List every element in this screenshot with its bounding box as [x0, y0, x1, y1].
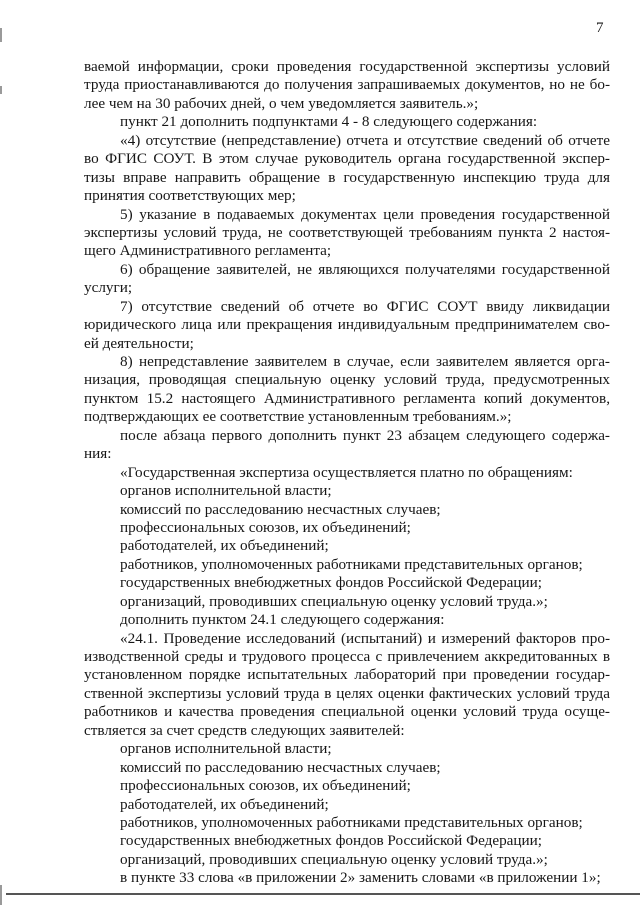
scan-edge-mark: [0, 86, 2, 94]
text-line: пунктом 15.2 настоящего Административного регламента копий документов,: [84, 389, 610, 407]
text-line: работодателей, их объединений;: [120, 795, 329, 813]
text-line: «4) отсутствие (непредставление) отчета и отсутствие сведений об отчете: [120, 131, 610, 149]
text-line: органов исполнительной власти;: [120, 740, 332, 758]
text-line: органов исполнительной власти;: [120, 482, 332, 500]
text-line: во ФГИС СОУТ. В этом случае руководитель органа государственной экспер-: [84, 150, 610, 168]
text-line: юридического лица или прекращения индивидуальным предпринимателем сво-: [84, 316, 610, 334]
text-line: работников и качества проведения специальной оценки условий труда осуще-: [84, 703, 610, 721]
text-line: после абзаца первого дополнить пункт 23 абзацем следующего содержа-: [120, 426, 610, 444]
text-line: труда приостанавливаются до получения запрашиваемых документов, но не бо-: [84, 76, 610, 94]
text-line: низация, проводящая специальную оценку условий труда, предусмотренных: [84, 371, 610, 389]
text-line: 7) отсутствие сведений об отчете во ФГИС СОУТ ввиду ликвидации: [120, 297, 610, 315]
text-line: дополнить пунктом 24.1 следующего содержания:: [120, 611, 445, 629]
text-line: 6) обращение заявителей, не являющихся получателями государственной: [120, 260, 610, 278]
text-line: «Государственная экспертиза осуществляется платно по обращениям:: [120, 463, 573, 481]
text-line: пункт 21 дополнить подпунктами 4 - 8 следующего содержания:: [120, 113, 538, 131]
text-line: государственных внебюджетных фондов Российской Федерации;: [120, 574, 543, 592]
text-line: профессиональных союзов, их объединений;: [120, 518, 411, 536]
text-line: организаций, проводивших специальную оценку условий труда.»;: [120, 592, 548, 610]
text-line: 5) указание в подаваемых документах цели проведения государственной: [120, 205, 610, 223]
text-line: ния:: [84, 445, 112, 463]
document-body: [84, 58, 610, 888]
text-line: профессиональных союзов, их объединений;: [120, 777, 411, 795]
text-line: лее чем на 30 рабочих дней, о чем уведомляется заявитель.»;: [84, 94, 479, 112]
bottom-rule: [6, 893, 640, 895]
text-line: щего Административного регламента;: [84, 242, 332, 260]
text-line: работников, уполномоченных работниками представительных органов;: [120, 555, 583, 573]
scan-edge-mark: [0, 885, 2, 905]
text-line: государственных внебюджетных фондов Российской Федерации;: [120, 832, 543, 850]
text-line: работников, уполномоченных работниками представительных органов;: [120, 813, 583, 831]
text-line: услуги;: [84, 279, 133, 297]
text-line: установленном порядке испытательных лабораторий при проведении государ-: [84, 666, 610, 684]
scan-edge-mark: [0, 28, 2, 42]
text-line: 8) непредставление заявителем в случае, если заявителем является орга-: [120, 353, 610, 370]
text-line: ваемой информации, сроки проведения государственной экспертизы условий: [84, 58, 610, 75]
page-number: 7: [596, 20, 604, 36]
text-line: ственной экспертизы условий труда в целях оценки фактических условий труда: [84, 684, 610, 702]
text-line: изводственной среды и трудового процесса с привлечением аккредитованных в: [84, 648, 610, 665]
text-line: в пункте 33 слова «в приложении 2» заменить словами «в приложении 1»;: [120, 869, 601, 887]
text-line: ей деятельности;: [84, 334, 194, 352]
text-line: работодателей, их объединений;: [120, 537, 329, 555]
text-line: подтверждающих ее соответствие установленным требованиям.»;: [84, 408, 512, 426]
text-line: экспертизы условий труда, не соответствующей требованиям пункта 2 настоя-: [84, 223, 610, 241]
text-line: организаций, проводивших специальную оценку условий труда.»;: [120, 850, 548, 868]
text-line: комиссий по расследованию несчастных случаев;: [120, 758, 441, 776]
text-line: принятия соответствующих мер;: [84, 187, 296, 205]
text-line: тизы вправе направить обращение в государственную инспекцию труда для: [84, 168, 610, 186]
text-line: комиссий по расследованию несчастных случаев;: [120, 500, 441, 518]
text-line: «24.1. Проведение исследований (испытаний) и измерений факторов про-: [120, 629, 610, 647]
text-line: ствляется за счет средств следующих заявителей:: [84, 721, 405, 739]
